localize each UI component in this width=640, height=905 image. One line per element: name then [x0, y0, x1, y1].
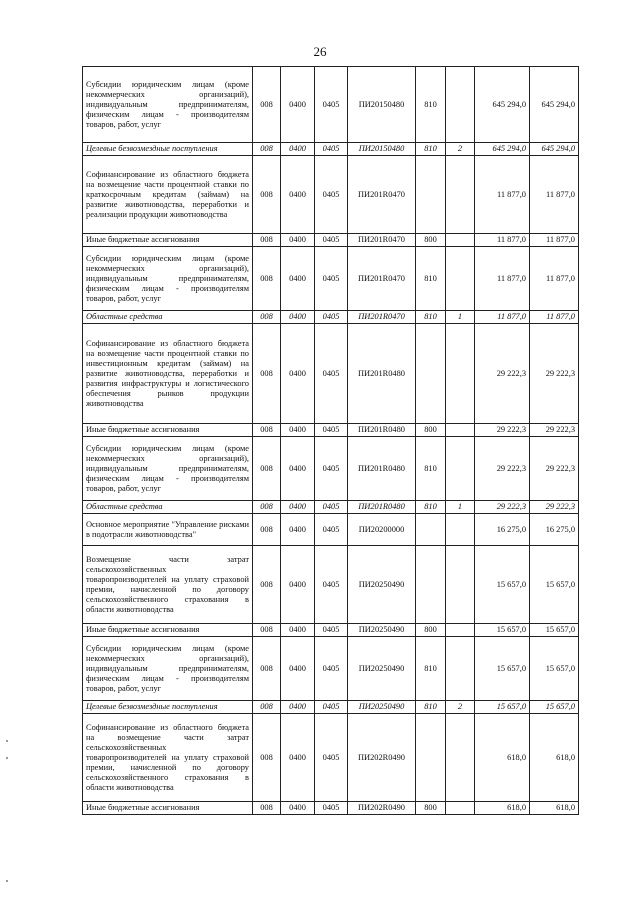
row-expense-type-cell: 810 [416, 143, 446, 156]
row-section-cell: 0400 [281, 156, 315, 234]
row-amount-2-cell: 11 877,0 [530, 247, 579, 311]
row-name-cell: Субсидии юридическим лицам (кроме некоммерческих организаций), индивидуальным предпринимателям, физическим лицам - производителям товаров, работ, услуг [83, 67, 253, 143]
row-amount-2-cell: 16 275,0 [530, 514, 579, 546]
row-subsection-cell: 0405 [315, 437, 348, 501]
row-source-code-cell: 1 [446, 311, 475, 324]
row-source-code-cell [446, 802, 475, 815]
row-section-cell: 0400 [281, 637, 315, 701]
table-row [83, 324, 579, 424]
row-grbs-cell: 008 [253, 247, 281, 311]
row-section-cell: 0400 [281, 234, 315, 247]
row-amount-2-cell: 618,0 [530, 802, 579, 815]
row-section-cell: 0400 [281, 324, 315, 424]
table-row [83, 67, 579, 143]
row-source-code-cell [446, 247, 475, 311]
row-target-article-cell: ПИ201R0470 [348, 311, 416, 324]
row-source-code-cell [446, 437, 475, 501]
scan-edge-mark [6, 740, 8, 742]
table-row [83, 701, 579, 714]
row-grbs-cell: 008 [253, 437, 281, 501]
row-name-cell: Софинансирование из областного бюджета на возмещение части процентной ставки по инвестиционным кредитам (займам) на развитие животноводства, переработки и развития инфраструктуры и логистического обеспечения рынков продукции животноводства [83, 324, 253, 424]
row-grbs-cell: 008 [253, 156, 281, 234]
row-amount-1-cell: 618,0 [475, 714, 530, 802]
table-row [83, 311, 579, 324]
row-grbs-cell: 008 [253, 701, 281, 714]
row-amount-2-cell: 645 294,0 [530, 67, 579, 143]
row-subsection-cell: 0405 [315, 802, 348, 815]
row-target-article-cell: ПИ201R0480 [348, 424, 416, 437]
table-row [83, 501, 579, 514]
row-name-cell: Целевые безвозмездные поступления [83, 143, 253, 156]
row-expense-type-cell: 810 [416, 637, 446, 701]
row-grbs-cell: 008 [253, 424, 281, 437]
page-number: 26 [313, 44, 327, 59]
row-source-code-cell [446, 637, 475, 701]
scan-edge-mark [6, 880, 8, 882]
row-amount-2-cell: 645 294,0 [530, 143, 579, 156]
row-source-code-cell [446, 624, 475, 637]
row-section-cell: 0400 [281, 501, 315, 514]
row-amount-1-cell: 11 877,0 [475, 247, 530, 311]
row-subsection-cell: 0405 [315, 501, 348, 514]
row-expense-type-cell: 810 [416, 701, 446, 714]
row-subsection-cell: 0405 [315, 67, 348, 143]
row-amount-1-cell: 15 657,0 [475, 624, 530, 637]
row-amount-2-cell: 15 657,0 [530, 624, 579, 637]
row-source-code-cell [446, 714, 475, 802]
row-name-cell: Областные средства [83, 311, 253, 324]
row-amount-1-cell: 29 222,3 [475, 324, 530, 424]
row-name-cell: Софинансирование из областного бюджета на возмещение части затрат сельскохозяйственных товаропроизводителей на уплату страховой премии, начисленной по договору сельскохозяйственного страхования в области животноводства [83, 714, 253, 802]
row-subsection-cell: 0405 [315, 714, 348, 802]
row-subsection-cell: 0405 [315, 156, 348, 234]
row-subsection-cell: 0405 [315, 311, 348, 324]
table-row [83, 234, 579, 247]
row-name-cell: Возмещение части затрат сельскохозяйственных товаропроизводителей на уплату страховой премии, начисленной по договору сельскохозяйственного страхования в области животноводства [83, 546, 253, 624]
row-target-article-cell: ПИ202R0490 [348, 714, 416, 802]
row-amount-1-cell: 29 222,3 [475, 437, 530, 501]
row-grbs-cell: 008 [253, 637, 281, 701]
table-row [83, 514, 579, 546]
row-subsection-cell: 0405 [315, 514, 348, 546]
row-amount-1-cell: 16 275,0 [475, 514, 530, 546]
row-name-cell: Областные средства [83, 501, 253, 514]
row-amount-1-cell: 645 294,0 [475, 67, 530, 143]
row-section-cell: 0400 [281, 802, 315, 815]
row-expense-type-cell: 810 [416, 311, 446, 324]
row-source-code-cell [446, 514, 475, 546]
row-expense-type-cell: 800 [416, 234, 446, 247]
table-row [83, 437, 579, 501]
table-row [83, 637, 579, 701]
row-grbs-cell: 008 [253, 546, 281, 624]
row-grbs-cell: 008 [253, 67, 281, 143]
row-amount-1-cell: 29 222,3 [475, 424, 530, 437]
row-expense-type-cell: 810 [416, 437, 446, 501]
row-amount-2-cell: 15 657,0 [530, 701, 579, 714]
row-source-code-cell: 1 [446, 501, 475, 514]
row-amount-2-cell: 15 657,0 [530, 637, 579, 701]
row-source-code-cell: 2 [446, 143, 475, 156]
row-subsection-cell: 0405 [315, 701, 348, 714]
row-section-cell: 0400 [281, 714, 315, 802]
row-name-cell: Целевые безвозмездные поступления [83, 701, 253, 714]
row-expense-type-cell: 810 [416, 67, 446, 143]
row-expense-type-cell [416, 514, 446, 546]
row-grbs-cell: 008 [253, 143, 281, 156]
row-amount-2-cell: 618,0 [530, 714, 579, 802]
row-subsection-cell: 0405 [315, 247, 348, 311]
row-name-cell: Субсидии юридическим лицам (кроме некоммерческих организаций), индивидуальным предпринимателям, физическим лицам - производителям товаров, работ, услуг [83, 637, 253, 701]
table-row [83, 247, 579, 311]
row-section-cell: 0400 [281, 546, 315, 624]
row-grbs-cell: 008 [253, 234, 281, 247]
row-target-article-cell: ПИ201R0480 [348, 437, 416, 501]
row-amount-1-cell: 11 877,0 [475, 156, 530, 234]
row-target-article-cell: ПИ201R0470 [348, 234, 416, 247]
row-target-article-cell: ПИ20250490 [348, 701, 416, 714]
row-amount-1-cell: 15 657,0 [475, 546, 530, 624]
table-body [83, 67, 579, 815]
row-name-cell: Иные бюджетные ассигнования [83, 624, 253, 637]
row-amount-1-cell: 11 877,0 [475, 234, 530, 247]
row-target-article-cell: ПИ201R0470 [348, 156, 416, 234]
row-target-article-cell: ПИ201R0470 [348, 247, 416, 311]
row-amount-2-cell: 11 877,0 [530, 311, 579, 324]
row-subsection-cell: 0405 [315, 546, 348, 624]
row-amount-2-cell: 29 222,3 [530, 437, 579, 501]
row-grbs-cell: 008 [253, 501, 281, 514]
row-name-cell: Иные бюджетные ассигнования [83, 234, 253, 247]
row-expense-type-cell: 800 [416, 624, 446, 637]
row-subsection-cell: 0405 [315, 424, 348, 437]
row-name-cell: Иные бюджетные ассигнования [83, 424, 253, 437]
row-target-article-cell: ПИ20250490 [348, 637, 416, 701]
table-row [83, 546, 579, 624]
row-source-code-cell [446, 324, 475, 424]
table-row [83, 143, 579, 156]
row-section-cell: 0400 [281, 247, 315, 311]
row-amount-1-cell: 11 877,0 [475, 311, 530, 324]
row-source-code-cell [446, 546, 475, 624]
row-source-code-cell [446, 234, 475, 247]
row-name-cell: Субсидии юридическим лицам (кроме некоммерческих организаций), индивидуальным предпринимателям, физическим лицам - производителям товаров, работ, услуг [83, 437, 253, 501]
row-section-cell: 0400 [281, 143, 315, 156]
row-expense-type-cell: 810 [416, 247, 446, 311]
row-amount-2-cell: 29 222,3 [530, 324, 579, 424]
row-expense-type-cell [416, 156, 446, 234]
row-amount-2-cell: 11 877,0 [530, 156, 579, 234]
budget-table [82, 66, 579, 815]
row-amount-2-cell: 11 877,0 [530, 234, 579, 247]
row-section-cell: 0400 [281, 311, 315, 324]
row-grbs-cell: 008 [253, 802, 281, 815]
row-target-article-cell: ПИ201R0480 [348, 324, 416, 424]
scan-edge-mark [6, 757, 8, 759]
row-name-cell: Субсидии юридическим лицам (кроме некоммерческих организаций), индивидуальным предпринимателям, физическим лицам - производителям товаров, работ, услуг [83, 247, 253, 311]
row-amount-2-cell: 29 222,3 [530, 424, 579, 437]
row-name-cell: Софинансирование из областного бюджета на возмещение части процентной ставки по краткосрочным кредитам (займам) на развитие животноводства, переработки и реализации продукции животноводства [83, 156, 253, 234]
row-name-cell: Иные бюджетные ассигнования [83, 802, 253, 815]
row-section-cell: 0400 [281, 437, 315, 501]
row-amount-1-cell: 15 657,0 [475, 701, 530, 714]
row-expense-type-cell: 810 [416, 501, 446, 514]
row-expense-type-cell [416, 546, 446, 624]
row-target-article-cell: ПИ20150480 [348, 143, 416, 156]
row-target-article-cell: ПИ20200000 [348, 514, 416, 546]
row-grbs-cell: 008 [253, 324, 281, 424]
row-section-cell: 0400 [281, 624, 315, 637]
row-amount-1-cell: 618,0 [475, 802, 530, 815]
row-source-code-cell [446, 156, 475, 234]
row-amount-2-cell: 15 657,0 [530, 546, 579, 624]
row-expense-type-cell [416, 324, 446, 424]
row-grbs-cell: 008 [253, 514, 281, 546]
table-row [83, 424, 579, 437]
table-row [83, 714, 579, 802]
row-subsection-cell: 0405 [315, 234, 348, 247]
row-expense-type-cell: 800 [416, 802, 446, 815]
row-subsection-cell: 0405 [315, 624, 348, 637]
row-target-article-cell: ПИ201R0480 [348, 501, 416, 514]
row-expense-type-cell: 800 [416, 424, 446, 437]
row-target-article-cell: ПИ20250490 [348, 546, 416, 624]
row-grbs-cell: 008 [253, 311, 281, 324]
row-source-code-cell [446, 424, 475, 437]
row-amount-1-cell: 15 657,0 [475, 637, 530, 701]
row-section-cell: 0400 [281, 67, 315, 143]
row-subsection-cell: 0405 [315, 637, 348, 701]
row-expense-type-cell [416, 714, 446, 802]
table-row [83, 624, 579, 637]
row-amount-2-cell: 29 222,3 [530, 501, 579, 514]
row-source-code-cell: 2 [446, 701, 475, 714]
row-amount-1-cell: 645 294,0 [475, 143, 530, 156]
row-section-cell: 0400 [281, 514, 315, 546]
table-row [83, 156, 579, 234]
row-source-code-cell [446, 67, 475, 143]
row-target-article-cell: ПИ20250490 [348, 624, 416, 637]
row-subsection-cell: 0405 [315, 143, 348, 156]
row-amount-1-cell: 29 222,3 [475, 501, 530, 514]
row-target-article-cell: ПИ20150480 [348, 67, 416, 143]
table-row [83, 802, 579, 815]
row-section-cell: 0400 [281, 701, 315, 714]
row-name-cell: Основное мероприятие "Управление рисками в подотрасли животноводства" [83, 514, 253, 546]
row-subsection-cell: 0405 [315, 324, 348, 424]
row-grbs-cell: 008 [253, 624, 281, 637]
row-target-article-cell: ПИ202R0490 [348, 802, 416, 815]
row-section-cell: 0400 [281, 424, 315, 437]
row-grbs-cell: 008 [253, 714, 281, 802]
